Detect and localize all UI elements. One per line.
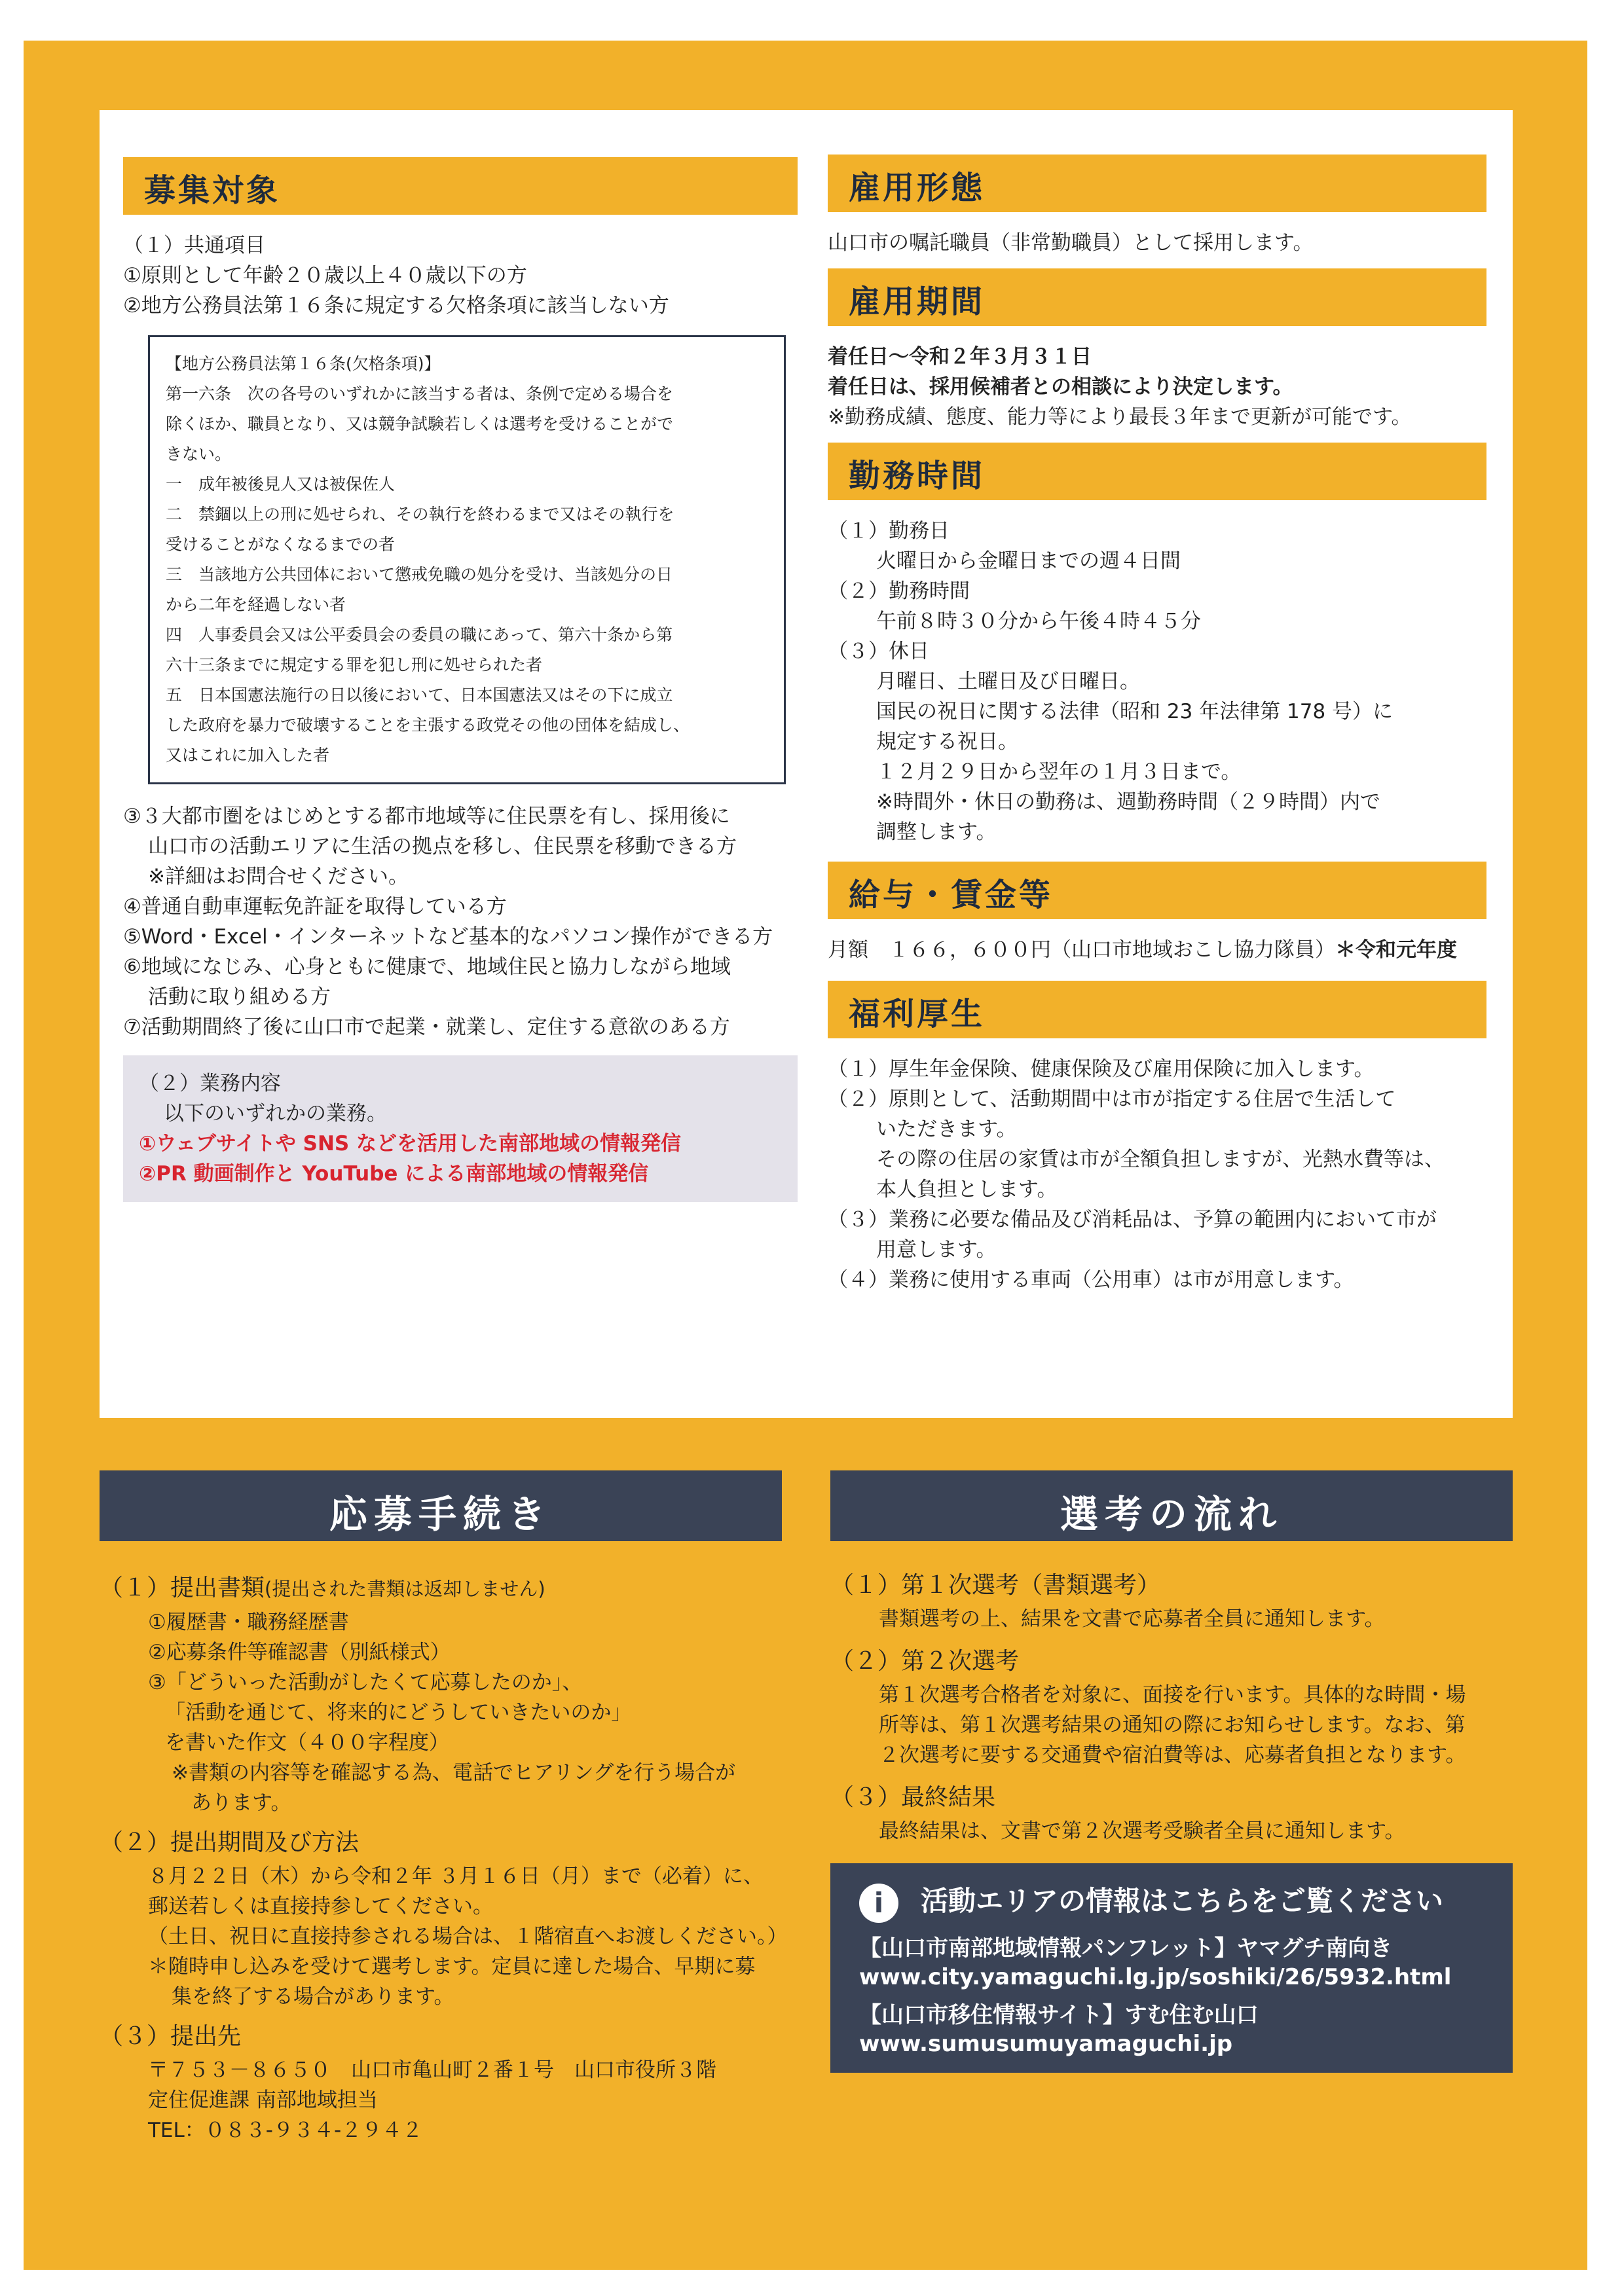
senko-s1-text: 書類選考の上、結果を文書で応募者全員に通知します。 — [879, 1607, 1385, 1631]
kinmu-line: 火曜日から金曜日までの週４日間 — [876, 549, 1181, 573]
box-line: きない。 — [166, 445, 232, 464]
oubo-s1-item: ①履歴書・職務経歴書 — [148, 1611, 349, 1634]
senko-header — [830, 1470, 1513, 1541]
fukuri-line: （３）業務に必要な備品及び消耗品は、予算の範囲内において市が — [828, 1208, 1437, 1231]
box-line: 【地方公務員法第１６条(欠格条項)】 — [166, 354, 441, 373]
boshu-title: 募集対象 — [144, 172, 281, 209]
boshu-line: ⑦活動期間終了後に山口市で起業・就業し、定住する意欲のある方 — [123, 1015, 730, 1039]
kyuyo-text: 月額 １６６，６００円（山口市地域おこし協力隊員） — [828, 938, 1335, 962]
kyuyo-header — [828, 862, 1486, 919]
box-line: 除くほか、職員となり、又は競争試験若しくは選考を受けることがで — [166, 414, 674, 433]
kinmu-line: 国民の祝日に関する法律（昭和 23 年法律第 178 号）に — [876, 700, 1393, 723]
koyo-keitai-title: 雇用形態 — [849, 170, 986, 206]
koyo-kikan-line: 着任日は、採用候補者との相談により決定します。 — [828, 375, 1293, 399]
kinmu-line: 午前８時３０分から午後４時４５分 — [876, 610, 1201, 633]
koyo-kikan-line: ※勤務成績、態度、能力等により最長３年まで更新が可能です。 — [828, 405, 1412, 429]
info-url1[interactable]: www.city.yamaguchi.lg.jp/soshiki/26/5932.html — [859, 1964, 1452, 1990]
oubo-s2-item: ＊随時申し込みを受けて選考します。定員に達した場合、早期に募 — [148, 1955, 756, 1978]
box-line: した政府を暴力で破壊することを主張する政党その他の団体を結成し、 — [166, 716, 690, 735]
fukuri-line: 用意します。 — [876, 1238, 997, 1262]
info-line1: 【山口市南部地域情報パンフレット】ヤマグチ南向き — [859, 1935, 1393, 1961]
koyo-kikan-title: 雇用期間 — [849, 283, 986, 320]
oubo-s2-item: 集を終了する場合があります。 — [172, 1985, 454, 2009]
kinmu-line: （１）勤務日 — [828, 519, 950, 543]
koyo-kikan-line: 着任日～令和２年３月３１日 — [828, 345, 1092, 369]
box-line: 一 成年被後見人又は被保佐人 — [166, 475, 396, 494]
fukuri-line: （１）厚生年金保険、健康保険及び雇用保険に加入します。 — [828, 1057, 1375, 1081]
kinmu-line: 規定する祝日。 — [876, 730, 1018, 754]
box-line: 受けることがなくなるまでの者 — [166, 535, 396, 554]
oubo-s1-head: （１）提出書類 — [100, 1575, 265, 1601]
boshu-line: （１）共通項目 — [123, 234, 265, 257]
kinmu-line: 月曜日、土曜日及び日曜日。 — [876, 670, 1140, 693]
koyo-kikan-header — [828, 268, 1486, 326]
oubo-s2-item: ８月２２日（木）から令和２年 ３月１６日（月）まで（必着）に、 — [148, 1865, 764, 1888]
boshu-header — [123, 157, 798, 215]
kyuyo-title: 給与・賃金等 — [849, 877, 1054, 913]
senko-s2-head: （２）第２次選考 — [830, 1648, 1020, 1675]
senko-title: 選考の流れ — [1060, 1492, 1283, 1537]
fukuri-header — [828, 981, 1486, 1038]
oubo-s3-item: TEL：０８３-９３４-２９４２ — [148, 2119, 423, 2142]
fukuri-line: その際の住居の家賃は市が全額負担しますが、光熱水費等は、 — [876, 1148, 1445, 1171]
oubo-s2-item: （土日、祝日に直接持参される場合は、１階宿直へお渡しください。） — [148, 1925, 788, 1948]
koyo-keitai-header — [828, 155, 1486, 212]
oubo-title: 応募手続き — [329, 1492, 552, 1537]
senko-s2-line: 第１次選考合格者を対象に、面接を行います。具体的な時間・場 — [879, 1683, 1466, 1707]
box-line: 二 禁錮以上の刑に処せられ、その執行を終わるまで又はその執行を — [166, 505, 674, 524]
box-line: 又はこれに加入した者 — [166, 746, 330, 765]
oubo-s1-item: あります。 — [191, 1791, 291, 1815]
koyo-keitai-text: 山口市の嘱託職員（非常勤職員）として採用します。 — [828, 231, 1314, 255]
info-heading: 活動エリアの情報はこちらをご覧ください — [921, 1885, 1444, 1917]
kinmu-header — [828, 443, 1486, 500]
right-column — [828, 155, 1486, 1295]
kinmu-line: 調整します。 — [876, 820, 997, 844]
box-line: 五 日本国憲法施行の日以後において、日本国憲法又はその下に成立 — [166, 685, 673, 704]
content-panel — [100, 110, 1513, 1418]
senko-s3-text: 最終結果は、文書で第２次選考受験者全員に通知します。 — [879, 1819, 1405, 1843]
oubo-section — [100, 1470, 788, 2145]
box-line: 第一六条 次の各号のいずれかに該当する者は、条例で定める場合を — [166, 384, 674, 403]
box-line: から二年を経過しない者 — [166, 595, 346, 614]
oubo-s2-item: 郵送若しくは直接持参してください。 — [148, 1895, 493, 1918]
senko-s2-line: 所等は、第１次選考結果の通知の際にお知らせします。なお、第 — [879, 1713, 1466, 1737]
info-url2[interactable]: www.sumusumuyamaguchi.jp — [859, 2031, 1233, 2057]
oubo-s1-note: (提出された書類は返却しません) — [265, 1578, 545, 1600]
oubo-s1-item: 「活動を通じて、将来的にどうしていきたいのか」 — [165, 1701, 632, 1724]
boshu-line: 活動に取り組める方 — [148, 985, 331, 1009]
fukuri-line: （２）原則として、活動期間中は市が指定する住居で生活して — [828, 1087, 1396, 1111]
oubo-s3-head: （３）提出先 — [100, 2023, 242, 2050]
kekkaku-box — [148, 335, 786, 784]
kinmu-line: （２）勤務時間 — [828, 579, 970, 603]
gyomu-item: ①ウェブサイトや SNS などを活用した南部地域の情報発信 — [139, 1132, 682, 1156]
info-line2: 【山口市移住情報サイト】すむ住む山口 — [859, 2002, 1259, 2028]
senko-s3-head: （３）最終結果 — [830, 1784, 996, 1811]
fukuri-line: いただきます。 — [876, 1118, 1017, 1141]
oubo-s1-item: ③「どういった活動がしたくて応募したのか」、 — [148, 1671, 583, 1694]
boshu-line: ④普通自動車運転免許証を取得している方 — [123, 895, 507, 919]
info-box — [830, 1863, 1513, 2073]
box-line: 四 人事委員会又は公平委員会の委員の職にあって、第六十条から第 — [166, 625, 673, 644]
boshu-line: ②地方公務員法第１６条に規定する欠格条項に該当しない方 — [123, 294, 669, 318]
gyomu-box — [123, 1055, 798, 1202]
oubo-s3-item: 定住促進課 南部地域担当 — [148, 2088, 378, 2112]
oubo-header — [100, 1470, 782, 1541]
gyomu-head: （２）業務内容 — [139, 1072, 281, 1095]
boshu-line: ③３大都市圏をはじめとする都市地域等に住民票を有し、採用後に — [123, 805, 730, 828]
left-column — [123, 157, 798, 1202]
oubo-s1-item: を書いた作文（４００字程度） — [165, 1731, 449, 1755]
oubo-s1-item: ②応募条件等確認書（別紙様式） — [148, 1641, 451, 1664]
senko-section — [830, 1470, 1513, 2073]
kyuyo-note: ＊令和元年度 — [1335, 938, 1457, 962]
boshu-line: ⑥地域になじみ、心身ともに健康で、地域住民と協力しながら地域 — [123, 955, 731, 979]
boshu-line: ⑤Word・Excel・インターネットなど基本的なパソコン操作ができる方 — [123, 925, 773, 949]
gyomu-sub: 以下のいずれかの業務。 — [164, 1102, 387, 1125]
kinmu-line: ※時間外・休日の勤務は、週勤務時間（２９時間）内で — [876, 790, 1380, 814]
kinmu-title: 勤務時間 — [849, 458, 986, 494]
gyomu-item: ②PR 動画制作と YouTube による南部地域の情報発信 — [139, 1162, 649, 1186]
senko-s1-head: （１）第１次選考（書類選考） — [830, 1572, 1161, 1599]
box-line: 六十三条までに規定する罪を犯し刑に処せられた者 — [166, 655, 543, 674]
info-icon: i — [859, 1884, 898, 1923]
box-line: 三 当該地方公共団体において懲戒免職の処分を受け、当該処分の日 — [166, 565, 673, 584]
senko-s2-line: ２次選考に要する交通費や宿泊費等は、応募者負担となります。 — [879, 1743, 1466, 1767]
oubo-s2-head: （２）提出期間及び方法 — [100, 1829, 360, 1856]
boshu-line: 山口市の活動エリアに生活の拠点を移し、住民票を移動できる方 — [148, 835, 737, 858]
boshu-line: ※詳細はお問合せください。 — [148, 865, 409, 888]
oubo-s1-item: ※書類の内容等を確認する為、電話でヒアリングを行う場合が — [172, 1761, 736, 1785]
kinmu-line: （３）休日 — [828, 640, 929, 663]
fukuri-line: （４）業務に使用する車両（公用車）は市が用意します。 — [828, 1268, 1354, 1292]
kinmu-line: １２月２９日から翌年の１月３日まで。 — [876, 760, 1242, 784]
boshu-line: ①原則として年齢２０歳以上４０歳以下の方 — [123, 264, 527, 287]
oubo-s3-item: 〒７５３－８６５０ 山口市亀山町２番１号 山口市役所３階 — [148, 2058, 716, 2082]
fukuri-line: 本人負担とします。 — [876, 1178, 1058, 1201]
fukuri-title: 福利厚生 — [849, 996, 986, 1032]
